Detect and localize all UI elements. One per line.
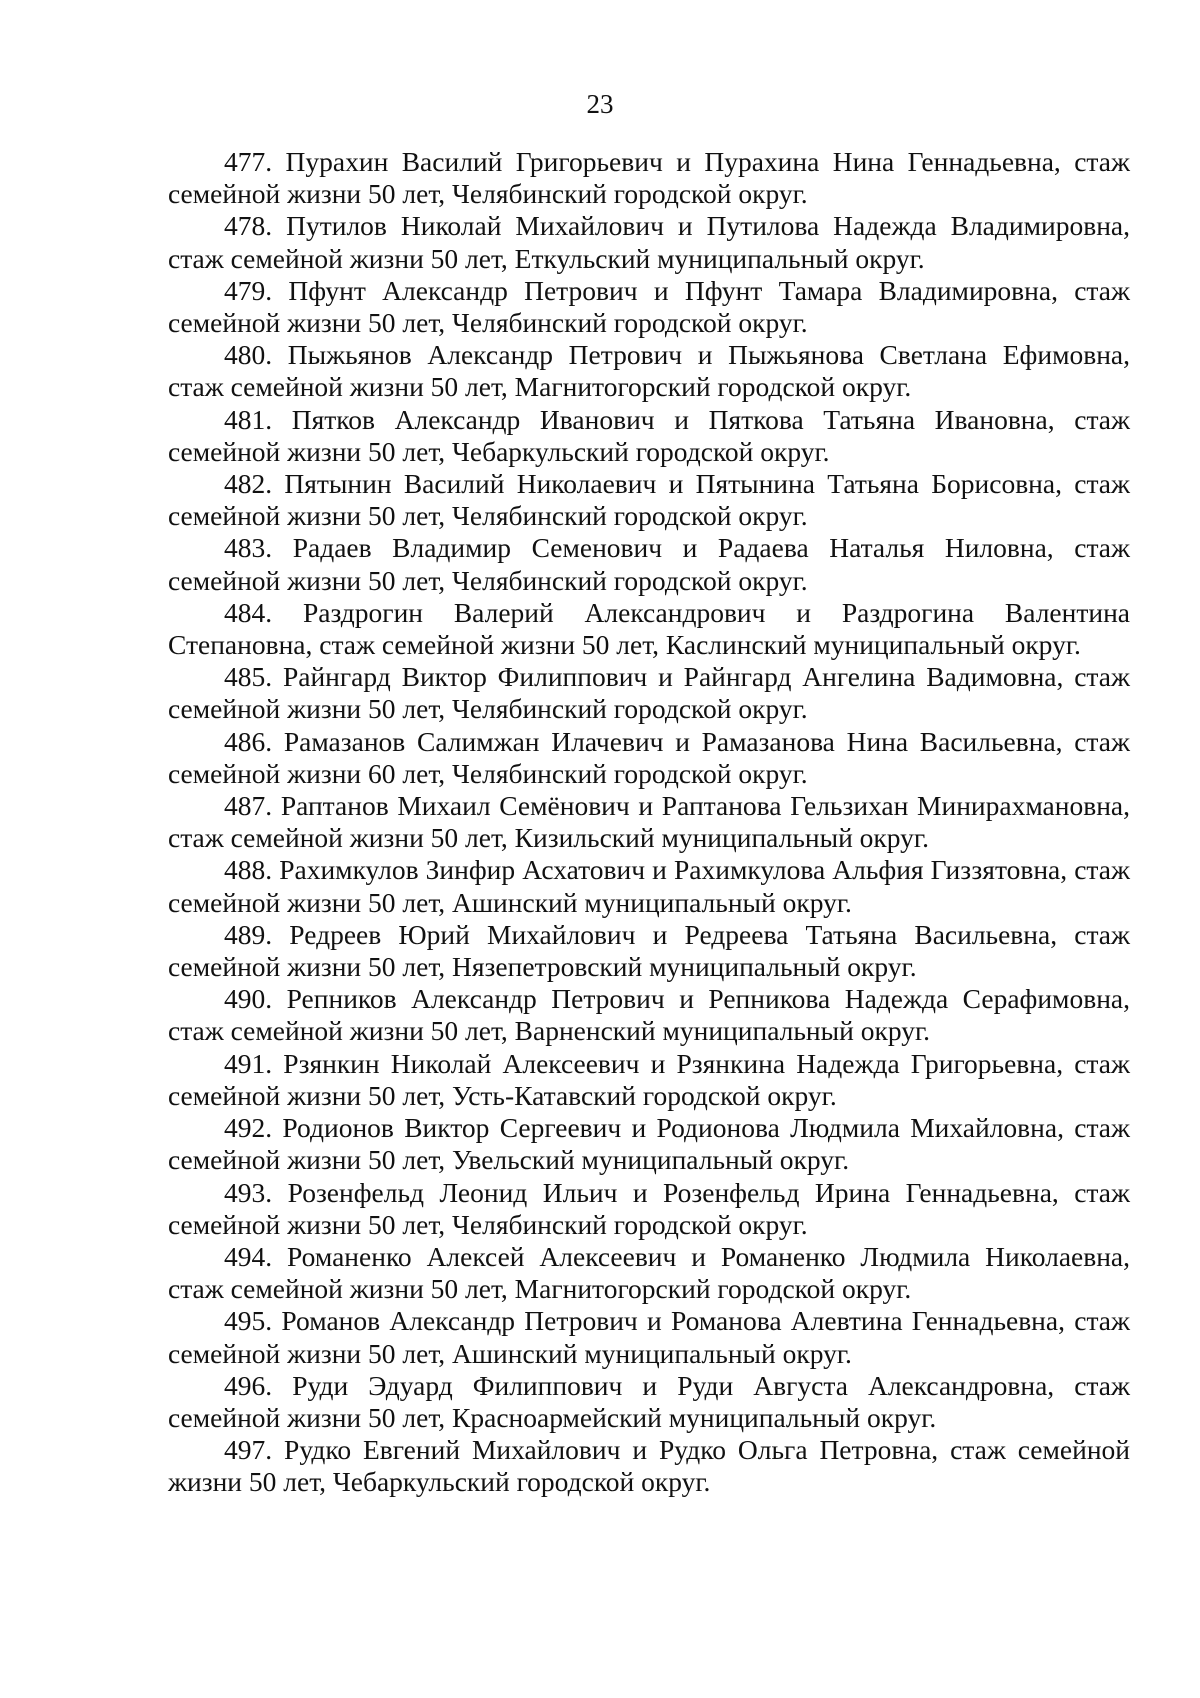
entry-number: 490. [224,983,273,1015]
entry-number: 482. [224,468,273,500]
list-item [168,1048,1130,1112]
entry-text: Путилов Николай Михайлович и Путилова Надежда Владимировна, стаж семейной жизни 50 лет, Еткульский муниципальный округ. [168,210,1130,274]
entry-text: Раптанов Михаил Семёнович и Раптанова Гельзихан Минирахмановна, стаж семейной жизни 50 лет, Кизильский муниципальный округ. [168,790,1131,854]
entry-number: 492. [224,1112,273,1144]
entry-text: Романов Александр Петрович и Романова Алевтина Геннадьевна, стаж семейной жизни 50 лет, Ашинский муниципальный округ. [168,1305,1130,1369]
page-number: 23 [586,89,614,119]
list-item [168,1177,1130,1241]
entry-text: Пурахин Василий Григорьевич и Пурахина Нина Геннадьевна, стаж семейной жизни 50 лет, Челябинский городской округ. [168,146,1130,210]
list-item [168,790,1130,854]
entry-text: Руди Эдуард Филиппович и Руди Августа Александровна, стаж семейной жизни 50 лет, Красноармейский муниципальный округ. [168,1369,1130,1433]
entry-text: Райнгард Виктор Филиппович и Райнгард Ангелина Вадимовна, стаж семейной жизни 50 лет, Челябинский городской округ. [168,661,1130,725]
list-item [168,983,1130,1047]
entry-number: 496. [224,1369,273,1401]
entry-number: 478. [224,210,273,242]
list-item [168,1370,1130,1434]
list-item [168,1305,1130,1369]
entry-number: 481. [224,403,273,435]
entry-number: 494. [224,1240,273,1272]
entry-text: Радаев Владимир Семенович и Радаева Наталья Ниловна, стаж семейной жизни 50 лет, Челябинский городской округ. [168,532,1131,596]
entry-number: 489. [224,918,273,950]
entry-number: 479. [224,274,273,306]
list-item [168,597,1130,661]
list-item [168,532,1130,596]
entry-number: 491. [224,1047,273,1079]
list-item [168,339,1130,403]
list-item [168,404,1130,468]
list-item [168,726,1130,790]
entry-text: Раздрогин Валерий Александрович и Раздрогина Валентина Степановна, стаж семейной жизни 50 лет, Каслинский муниципальный округ. [168,596,1130,661]
entry-text: Пятков Александр Иванович и Пяткова Татьяна Ивановна, стаж семейной жизни 50 лет, Чебаркульский городской округ. [168,403,1131,467]
entry-text: Пятынин Василий Николаевич и Пятынина Татьяна Борисовна, стаж семейной жизни 50 лет, Челябинский городской округ. [168,468,1131,532]
entry-text: Редреев Юрий Михайлович и Редреева Татьяна Васильевна, стаж семейной жизни 50 лет, Нязепетровский муниципальный округ. [168,918,1131,983]
list-item [168,1241,1130,1305]
entry-number: 497. [224,1434,273,1466]
entry-number: 477. [224,146,273,177]
list-item [168,1434,1130,1498]
entry-text: Рахимкулов Зинфир Асхатович и Рахимкулова Альфия Гиззятовна, стаж семейной жизни 50 лет, Ашинский муниципальный округ. [168,854,1130,918]
entry-number: 486. [224,725,273,757]
entry-number: 484. [224,596,273,628]
entry-number: 493. [224,1176,273,1208]
list-item [168,661,1130,725]
entry-text: Рзянкин Николай Алексеевич и Рзянкина Надежда Григорьевна, стаж семейной жизни 50 лет, Усть-Катавский городской округ. [168,1047,1130,1111]
entry-text: Пфунт Александр Петрович и Пфунт Тамара Владимировна, стаж семейной жизни 50 лет, Челябинский городской округ. [168,274,1130,339]
entry-number: 485. [224,661,273,693]
entry-text: Рудко Евгений Михайлович и Рудко Ольга Петровна, стаж семейной жизни 50 лет, Чебаркульский городской округ. [168,1434,1131,1498]
entry-text: Рамазанов Салимжан Илачевич и Рамазанова Нина Васильевна, стаж семейной жизни 60 лет, Челябинский городской округ. [168,725,1130,789]
entry-text: Родионов Виктор Сергеевич и Родионова Людмила Михайловна, стаж семейной жизни 50 лет, Увельский муниципальный округ. [168,1112,1131,1176]
entry-number: 495. [224,1305,273,1337]
entry-number: 480. [224,339,273,371]
list-item [168,854,1130,918]
list-item [168,1112,1130,1176]
list-item [168,210,1130,274]
entry-list [168,146,1130,1499]
entry-text: Романенко Алексей Алексеевич и Романенко Людмила Николаевна, стаж семейной жизни 50 лет, Магнитогорский городской округ. [168,1240,1131,1305]
list-item [168,468,1130,532]
entry-number: 483. [224,532,273,564]
entry-number: 488. [224,854,273,886]
list-item [168,275,1130,339]
entry-text: Розенфельд Леонид Ильич и Розенфельд Ирина Геннадьевна, стаж семейной жизни 50 лет, Челябинский городской округ. [168,1176,1130,1240]
entry-text: Пыжьянов Александр Петрович и Пыжьянова Светлана Ефимовна, стаж семейной жизни 50 лет, Магнитогорский городской округ. [168,339,1131,403]
entry-number: 487. [224,790,273,822]
list-item [168,146,1130,210]
list-item [168,919,1130,983]
entry-text: Репников Александр Петрович и Репникова Надежда Серафимовна, стаж семейной жизни 50 лет, Варненский муниципальный округ. [168,983,1130,1047]
